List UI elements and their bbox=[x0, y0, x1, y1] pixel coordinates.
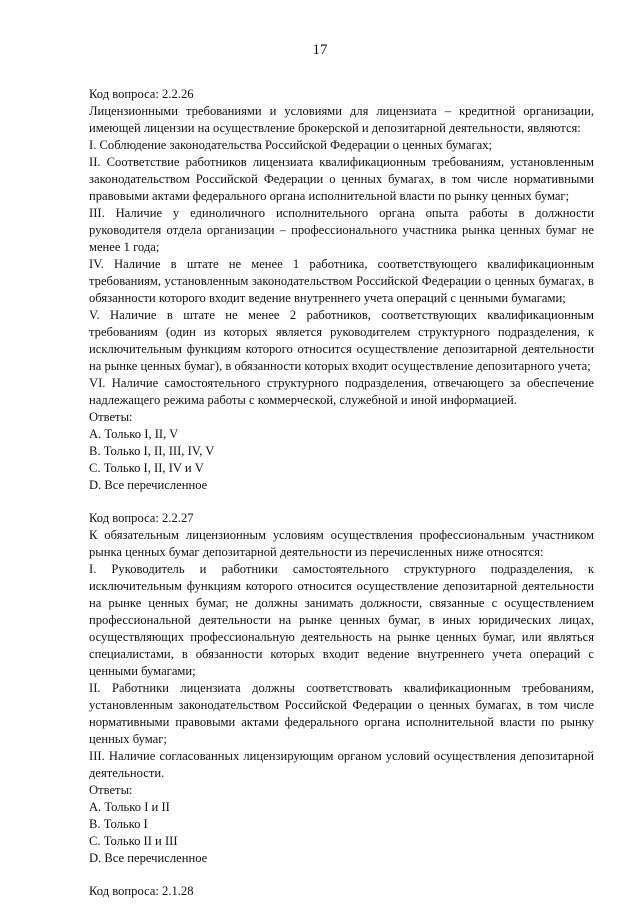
question-code: Код вопроса: 2.2.26 bbox=[89, 87, 194, 101]
question-item: III. Наличие у единоличного исполнительного органа опыта работы в должности руководителя отдела организации – профессионального участника рынка ценных бумаг не менее 1 года; bbox=[89, 206, 594, 254]
page-number: 17 bbox=[312, 42, 328, 58]
question-2-2-26 bbox=[89, 86, 594, 494]
answer-option-d: D. Все перечисленное bbox=[89, 478, 208, 492]
answer-option-c: C. Только II и III bbox=[89, 834, 178, 848]
question-item: I. Соблюдение законодательства Российской Федерации о ценных бумагах; bbox=[89, 138, 493, 152]
question-item: III. Наличие согласованных лицензирующим органом условий осуществления депозитарной деятельности. bbox=[89, 749, 594, 780]
answer-option-b: B. Только I, II, III, IV, V bbox=[89, 444, 215, 458]
answer-option-c: C. Только I, II, IV и V bbox=[89, 461, 204, 475]
question-2-2-27 bbox=[89, 510, 594, 867]
page-content bbox=[89, 86, 594, 900]
question-item: II. Соответствие работников лицензиата квалификационным требованиям, установленным законодательством Российской Федерации о ценных бумагах, в том числе нормативными правовыми актами федерального органа исполнительной власти по рынку ценных бумаг; bbox=[89, 155, 594, 203]
question-item: VI. Наличие самостоятельного структурного подразделения, отвечающего за обеспечение надлежащего режима работы с коммерческой, служебной и иной информацией. bbox=[89, 376, 594, 407]
answer-option-a: A. Только I, II, V bbox=[89, 427, 179, 441]
answer-option-d: D. Все перечисленное bbox=[89, 851, 208, 865]
question-item: IV. Наличие в штате не менее 1 работника, соответствующего квалификационным требованиям, установленным законодательством Российской Федерации о ценных бумагах, в обязанности которого входит ведение внутреннего учета операций с ценными бумагами; bbox=[89, 257, 594, 305]
question-item: II. Работники лицензиата должны соответствовать квалификационным требованиям, установленным законодательством Российской Федерации о ценных бумагах, в том числе нормативными правовыми актами федерального органа исполнительной власти по рынку ценных бумаг; bbox=[89, 681, 594, 746]
answers-label: Ответы: bbox=[89, 783, 133, 797]
answers-label: Ответы: bbox=[89, 410, 133, 424]
question-item: I. Руководитель и работники самостоятельного структурного подразделения, к исключительным функциям которого относится осуществление депозитарной деятельности на рынке ценных бумаг, не должны занимать должности, связанные с осуществлением профессиональной деятельности на рынке ценных бумаг, в иных юридических лицах, осуществляющих профессиональную деятельность на рынке ценных бумаг, или являться специалистами, в обязанности которых входит ведение внутреннего учета операций с ценными бумагами; bbox=[89, 562, 594, 678]
answer-option-a: A. Только I и II bbox=[89, 800, 170, 814]
answer-option-b: B. Только I bbox=[89, 817, 148, 831]
next-question-code: Код вопроса: 2.1.28 bbox=[89, 884, 194, 898]
question-intro: Лицензионными требованиями и условиями для лицензиата – кредитной организации, имеющей лицензии на осуществление брокерской и депозитарной деятельности, являются: bbox=[89, 104, 594, 135]
question-code: Код вопроса: 2.2.27 bbox=[89, 511, 194, 525]
question-item: V. Наличие в штате не менее 2 работников, соответствующих квалификационным требованиям (один из которых является руководителем структурного подразделения, к исключительным функциям которого относится осуществление депозитарной деятельности на рынке ценных бумаг), в обязанности которых входит осуществление депозитарного учета; bbox=[89, 308, 594, 373]
question-intro: К обязательным лицензионным условиям осуществления профессиональным участником рынка ценных бумаг депозитарной деятельности из перечисленных ниже относятся: bbox=[89, 528, 594, 559]
